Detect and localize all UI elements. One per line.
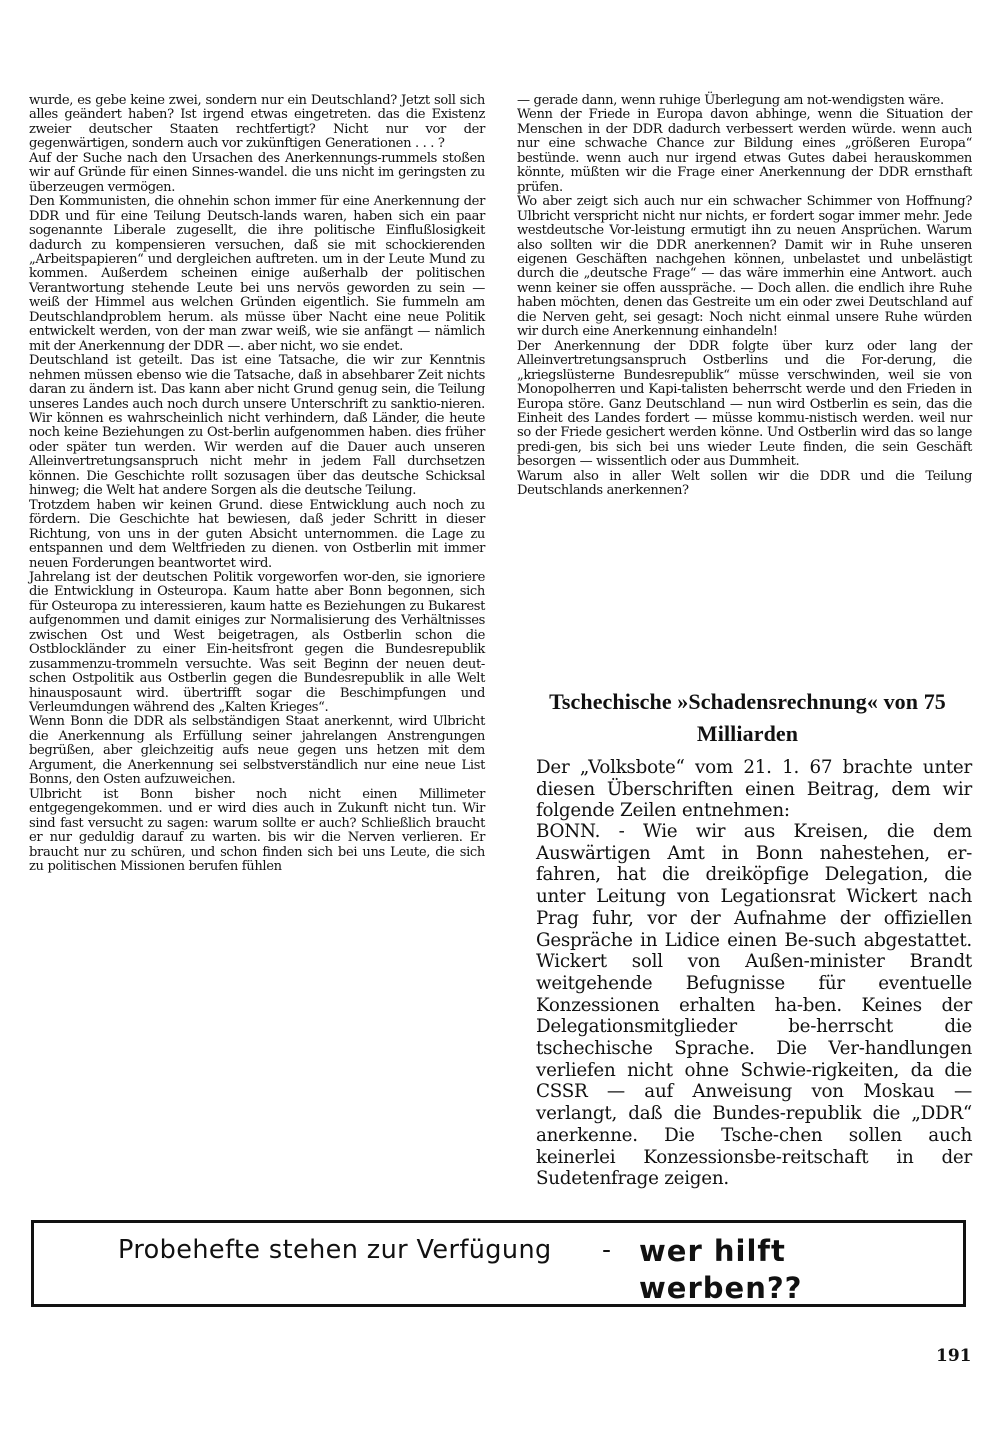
ad-text: Probehefte stehen zur Verfügung <box>118 1235 552 1265</box>
paragraph: Wenn der Friede in Europa davon abhinge, wenn die Situation der Menschen in der DDR dadurch verbessert werden würde. wenn auch nur eine schwache Chance zur Bildung eines „größeren Europa“ bestünde. wenn auch nur irgend etwas Gutes dabei herauskommen könnte, müßten wir die Frage einer Anerkennung der DDR ernsthaft prüfen. <box>517 107 972 195</box>
article-intro: Der „Volksbote“ vom 21. 1. 67 brachte unter diesen Überschriften einen Beitrag, dem wir folgende Zeilen entnehmen: <box>536 757 972 821</box>
article-body: BONN. - Wie wir aus Kreisen, die dem Auswärtigen Amt in Bonn nahestehen, er-fahren, hat die dreiköpfige Delegation, die unter Leitung von Legationsrat Wickert nach Prag fuhr, vor der Aufnahme der offiziellen Gespräche in Lidice einen Be-such abgestattet. Wickert soll von Außen-minister Brandt weitgehende Befugnisse für eventuelle Konzessionen erhalten ha-ben. Keines der Delegationsmitglieder be-herrscht die tschechische Sprache. Die Ver-handlungen verliefen nicht ohne Schwie-rigkeiten, da die CSSR — auf Anweisung von Moskau — verlangt, daß die Bundes-republik die „DDR“ anerkenne. Die Tsche-chen sollen auch keinerlei Konzessionsbe-reitschaft in der Sudetenfrage zeigen. <box>536 821 972 1190</box>
paragraph: Warum also in aller Welt sollen wir die DDR und die Teilung Deutschlands anerkennen? <box>517 468 972 499</box>
paragraph: wurde, es gebe keine zwei, sondern nur ein Deutschland? Jetzt soll sich alles geändert haben? Ist irgend etwas eingetreten. das die Existenz zweier deutscher Staaten rechtfertigt? Nicht nur vor der gegenwärtigen, sondern auch vor zukünftigen Generationen . . . ? <box>29 93 485 152</box>
ad-dash: - <box>602 1235 612 1264</box>
ad-call-line: werben?? <box>639 1271 803 1305</box>
article-headline: Tschechische »Schadensrechnung« von 75 Milliarden <box>549 689 946 746</box>
paragraph: Trotzdem haben wir keinen Grund. diese Entwicklung auch noch zu fördern. Die Geschichte hat bewiesen, daß jeder Schritt in dieser Richtung, von uns in der guten Absicht unternommen. die Lage zu entspannen und dem Weltfrieden zu dienen. von Ostberlin mit immer neuen Forderungen beantwortet wird. <box>29 497 485 571</box>
paragraph: Deutschland ist geteilt. Das ist eine Tatsache, die wir zur Kenntnis nehmen müssen ebenso wie die Tatsache, daß in absehbarer Zeit nichts daran zu ändern ist. Das kann aber nicht Grund genug sein, die Teilung unseres Landes auch noch durch unsere Unterschrift zu sanktio-nieren. Wir können es wahrscheinlich nicht verhindern, daß Länder, die heute noch keine Beziehungen zu Ost-berlin aufgenommen haben. dies früher oder später tun werden. Wir werden auf die Dauer auch unseren Alleinvertretungsanspruch nicht mehr in jedem Fall durchsetzen können. Die Geschichte rollt sozusagen über das deutsche Schicksal hinweg; die Welt hat andere Sorgen als die deutsche Teilung. <box>29 353 485 499</box>
paragraph: Auf der Suche nach den Ursachen des Anerkennungs-rummels stoßen wir auf Gründe für einen Sinnes-wandel. die uns nicht im geringsten zu überzeugen vermögen. <box>29 150 485 195</box>
paragraph: Wenn Bonn die DDR als selbständigen Staat anerkennt, wird Ulbricht die Anerkennung als Erfüllung seiner jahrelangen Anstrengungen begrüßen, aber gleichzeitig aufs neue gegen uns hetzen mit dem Argument, die Anerkennung sei selbstverständlich nur eine neue List Bonns, den Osten aufzuweichen. <box>29 714 485 788</box>
paragraph: Der Anerkennung der DDR folgte über kurz oder lang der Alleinvertretungsanspruch Ostberlins und die For-derung, die „kriegslüsterne Bundesrepublik“ müsse verschwinden, weil sie von Monopolherren und Kapi-talisten beherrscht werde und den Frieden in Europa störe. Ganz Deutschland — nun wird Ostberlin es sein, das die Einheit des Landes fordert — müsse kommu-nistisch werden. weil nur so der Friede gesichert werden könne. Und Ostberlin wird das so lange predi-gen, bis sich bei uns wieder Leute finden, die sein Geschäft besorgen — wissentlich oder aus Dummheit. <box>517 338 972 470</box>
paragraph: Den Kommunisten, die ohnehin schon immer für eine Anerkennung der DDR und für eine Teilung Deutsch-lands waren, haben sich ein paar sogenannte Liberale zugesellt, die ihre politische Einflußlosigkeit dadurch zu kompensieren versuchen, daß sie mit schockierenden „Arbeitspapieren“ und dergleichen auftreten. um in der Leute Mund zu kommen. Außerdem scheinen einige außerhalb der politischen Verantwortung stehende Leute bei uns nervös geworden zu sein — weiß der Himmel aus welchen Gründen eigentlich. Sie fummeln am Deutschlandproblem herum. als müsse über Nacht eine neue Politik entwickelt werden, von der man zwar weiß, wie sie anfängt — nämlich mit der Anerkennung der DDR —. aber nicht, wo sie endet. <box>29 194 485 354</box>
advertisement-box <box>31 1220 966 1307</box>
paragraph: Ulbricht ist Bonn bisher noch nicht einen Millimeter entgegengekommen. und er wird dies auch in Zukunft nicht tun. Wir sind fast versucht zu sagen: warum sollte er auch? Schließlich braucht er nur geduldig darauf zu warten. bis wir die Nerven verlieren. Er braucht nur zu schüren, und schon finden sich bei uns Leute, die sich zu politischen Missionen berufen fühlen <box>29 786 485 875</box>
left-text-column <box>29 94 485 874</box>
ad-call-line: wer hilft <box>639 1234 786 1268</box>
paragraph: Wo aber zeigt sich auch nur ein schwacher Schimmer von Hoffnung? Ulbricht verspricht nicht nur nichts, er fordert sogar immer mehr. Jede westdeutsche Vor-leistung ermutigt ihn zu neuen Ansprüchen. Warum also sollten wir die DDR anerkennen? Damit wir in Ruhe unseren eigenen Geschäften nachgehen können, unbelastet und unbelästigt durch die „deutsche Frage“ — das wäre immerhin eine Antwort. auch wenn keiner sie offen ausspräche. — Doch allen. die endlich ihre Ruhe haben möchten, denen das Gestreite um ein oder zwei Deutschland auf die Nerven geht, sei gesagt: Noch nicht einmal unsere Ruhe würden wir durch eine Anerkennung einhandeln! <box>517 194 972 340</box>
right-text-column <box>517 94 972 499</box>
paragraph: — gerade dann, wenn ruhige Überlegung am not-wendigsten wäre. <box>517 93 944 108</box>
page-number: 191 <box>936 1346 972 1366</box>
paragraph: Jahrelang ist der deutschen Politik vorgeworfen wor-den, sie ignoriere die Entwicklung in Osteuropa. Kaum hatte aber Bonn begonnen, sich für Osteuropa zu interessieren, kaum hatte es Beziehungen zu Bukarest aufgenommen und damit einiges zur Normalisierung des Verhältnisses zwischen Ost und West beigetragen, als Ostberlin schon die Ostblockländer zu einer Ein-heitsfront gegen die Bundesrepublik zusammenzu-trommeln versuchte. Was seit Beginn der neuen deut-schen Ostpolitik aus Ostberlin gegen die Bundesrepublik in alle Welt hinausposaunt wird. übertrifft sogar die Beschimpfungen und Verleumdungen während des „Kalten Krieges“. <box>29 569 485 716</box>
ad-call-to-action <box>639 1233 802 1307</box>
